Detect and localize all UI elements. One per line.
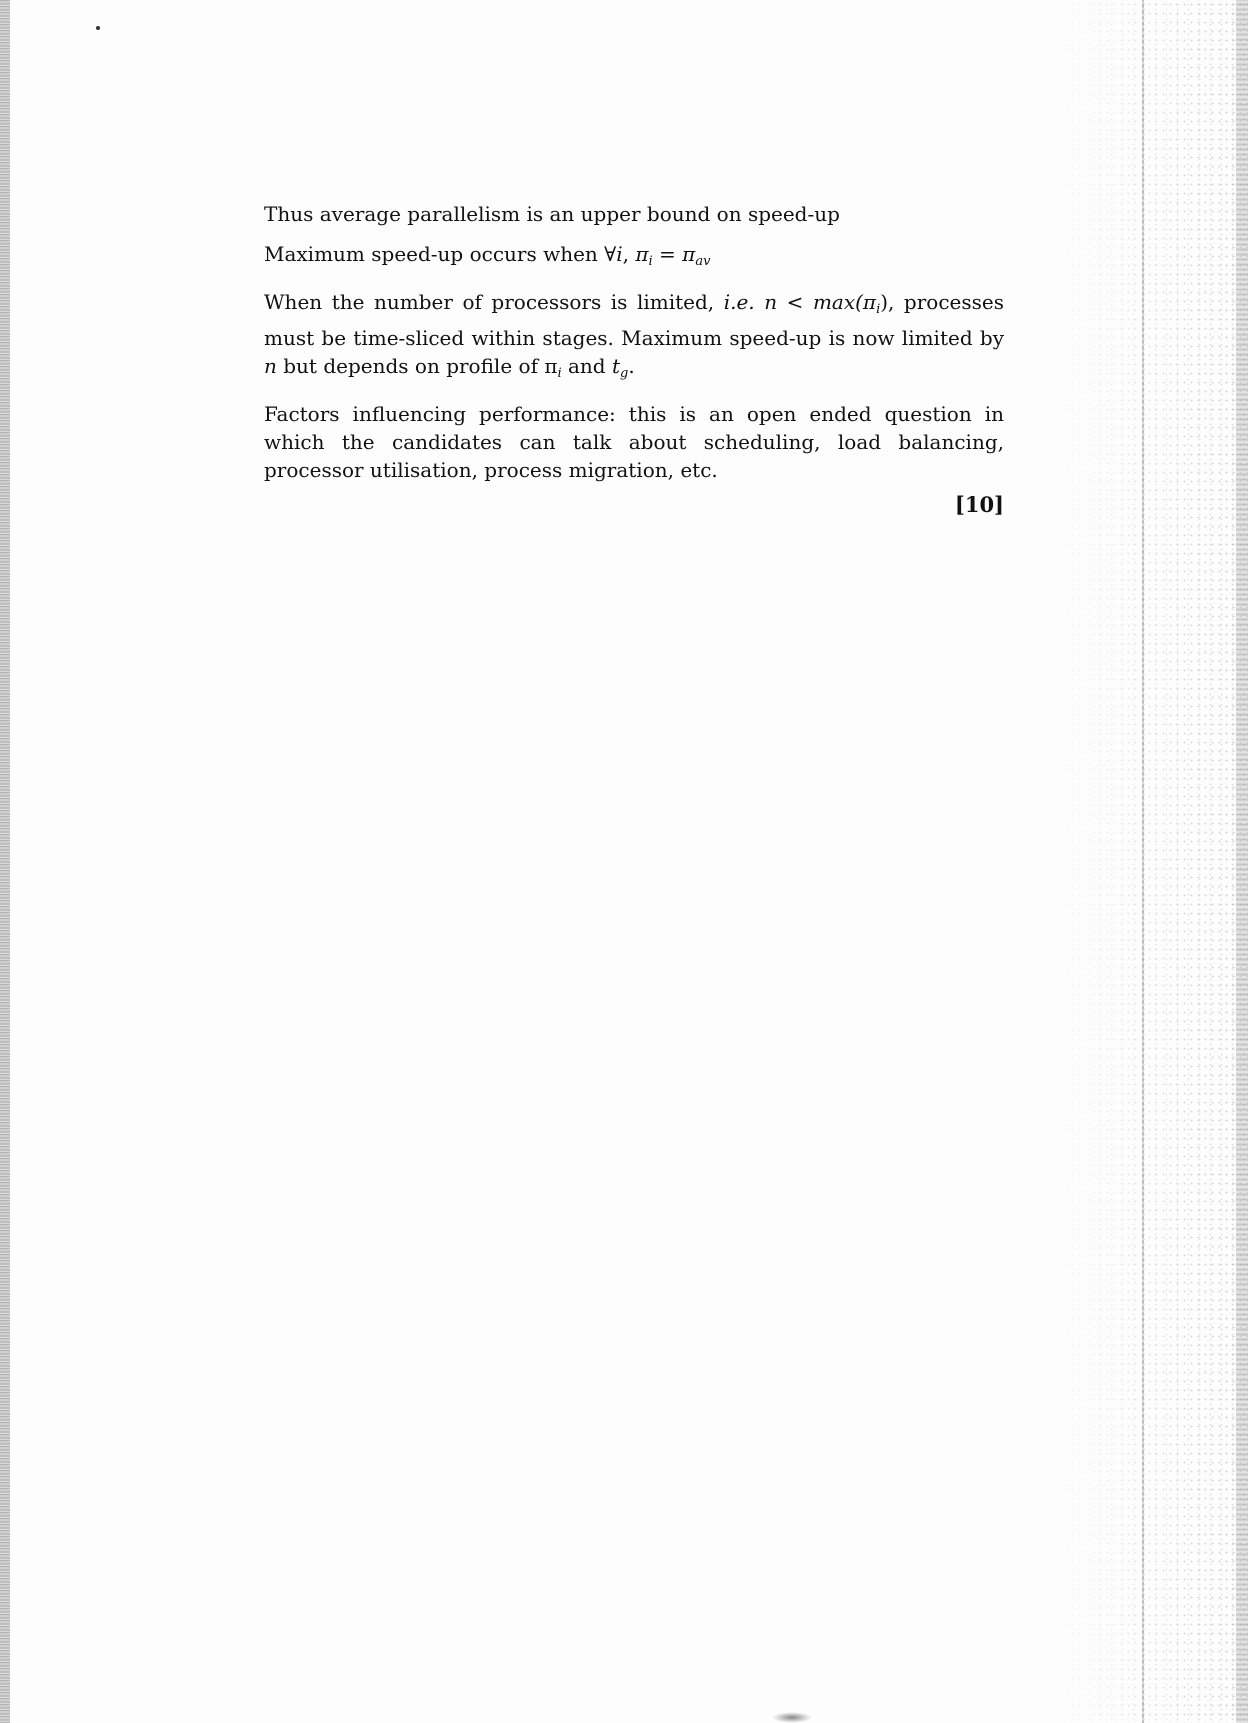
paragraph-factors: Factors influencing performance: this is an open ended question in which the candidates can talk about scheduling, load balancing, processor utilisation, process migration, etc. (264, 402, 1004, 482)
paragraph-limited-processors: When the number of processors is limited, i.e. $n < \max(\pi_i)$, processes must be time-sliced within stages. Maximum speed-up is now limited by n but depends on profile of $\pi_i$ and $t_g$. (264, 290, 1004, 381)
scan-smudge (772, 1712, 812, 1723)
scan-noise (1048, 0, 1248, 1723)
paragraph-upper-bound: Thus average parallelism is an upper bound on speed-up (264, 202, 840, 226)
scan-right-edge (1236, 0, 1248, 1723)
scan-fold-line (1142, 0, 1144, 1723)
answer-text (264, 200, 1004, 496)
paragraph-max-speedup: Maximum speed-up occurs when ∀i, $\pi_i = \pi_{av}$ (264, 242, 711, 269)
marks-label: [10] (954, 492, 1004, 517)
scan-left-edge (0, 0, 10, 1723)
stray-mark (96, 26, 100, 30)
